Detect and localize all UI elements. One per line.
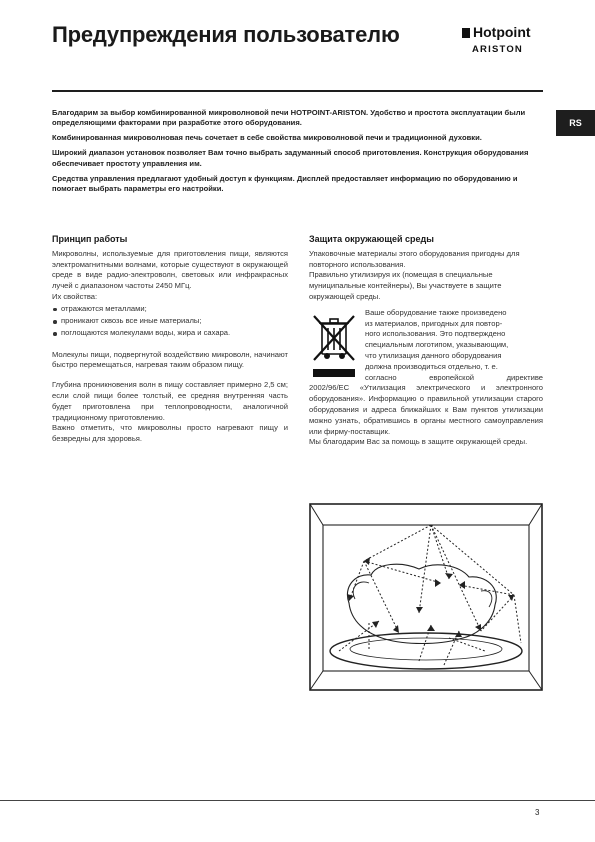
paragraph: Важно отметить, что микроволны просто нагревают пищу и безвредны для здоровья. — [52, 423, 288, 444]
top-divider — [52, 90, 543, 92]
bottom-divider — [0, 800, 595, 801]
microwave-reflection-illustration — [309, 503, 543, 691]
paragraph: Глубина проникновения волн в пищу составляет примерно 2,5 см; если слой пищи более толстый, ее средняя внутренняя часть будет приготовлена при теплопроводности, аналогичной традиционному приготовлению. — [52, 380, 288, 422]
weee-line: что утилизация данного оборудования — [365, 350, 502, 360]
operating-principle-section — [52, 234, 288, 445]
page-title: Предупреждения пользователю — [52, 22, 400, 47]
weee-line: ного использования. Это подтверждено — [365, 329, 506, 339]
logo-line-1: Hotpoint — [473, 24, 531, 40]
page-number: 3 — [535, 808, 540, 817]
paragraph: Микроволны, используемые для приготовления пищи, являются электромагнитными волнами, которые существуют в окружающей среде в виде радио-электроволн, световых или инфракрасных лучей с диапазоном частоты 2450 МГц. — [52, 248, 288, 291]
weee-line: Ваше оборудование также произведено — [365, 307, 507, 317]
weee-crossed-bin-icon — [309, 312, 359, 382]
section-heading: Принцип работы — [52, 234, 128, 244]
intro-paragraph: Широкий диапазон установок позволяет Вам точно выбрать задуманный способ приготовления. Конструкция оборудования обеспечивает простоту управления им. — [52, 148, 529, 168]
logo-mark-icon — [462, 28, 470, 38]
paragraph: Мы благодарим Вас за помощь в защите окружающей среды. — [309, 437, 528, 447]
weee-line: должна производиться отдельно, т. е. — [365, 361, 498, 371]
weee-line: специальным логотипом, указывающим, — [365, 340, 509, 350]
paragraph: Упаковочные материалы этого оборудования пригодны для повторного использования. — [309, 248, 520, 269]
list-item: проникают сквозь все иные материалы; — [52, 316, 288, 327]
intro-paragraph: Благодарим за выбор комбинированной микроволновой печи HOTPOINT-ARISTON. Удобство и простота эксплуатации были определяющими факторами при разработке этого оборудования. — [52, 108, 526, 128]
language-tab: RS — [556, 110, 595, 136]
section-heading: Защита окружающей среды — [309, 234, 434, 244]
list-item: отражаются металлами; — [52, 304, 288, 315]
logo-line-2: ARISTON — [472, 44, 523, 55]
intro-paragraph: Комбинированная микроволновая печь сочетает в себе свойства микроволновой печи и традиционной духовки. — [52, 133, 482, 143]
weee-line: из материалов, пригодных для повтор- — [365, 318, 503, 328]
intro-paragraph: Средства управления предлагают удобный доступ к функциям. Дисплей предоставляет информацию по оборудованию и помогает выбрать параметры его настройки. — [52, 173, 518, 194]
intro-section — [52, 108, 538, 199]
list-item: поглощаются молекулами воды, жира и сахара. — [52, 328, 288, 339]
paragraph: 2002/96/EC «Утилизация электрического и электронного оборудования». Информацию о правильной утилизации старого оборудования и адреса ближайших к Вам пунктов утилизации можно узнать, обратившись в органы местного самоуправления или фирму-поставщик. — [309, 383, 543, 436]
properties-label: Их свойства: — [52, 291, 98, 301]
paragraph: Молекулы пищи, подвергнутой воздействию микроволн, начинают быстро перемещаться, нагревая таким образом пищу. — [52, 349, 288, 370]
properties-list — [52, 304, 288, 339]
paragraph: Правильно утилизируя их (помещая в специальные муниципальные контейнеры), Вы участвуете в защите окружающей среды. — [309, 270, 502, 301]
environment-section — [309, 234, 543, 448]
weee-line: согласно европейской директиве — [365, 372, 543, 382]
brand-logo — [462, 24, 542, 60]
